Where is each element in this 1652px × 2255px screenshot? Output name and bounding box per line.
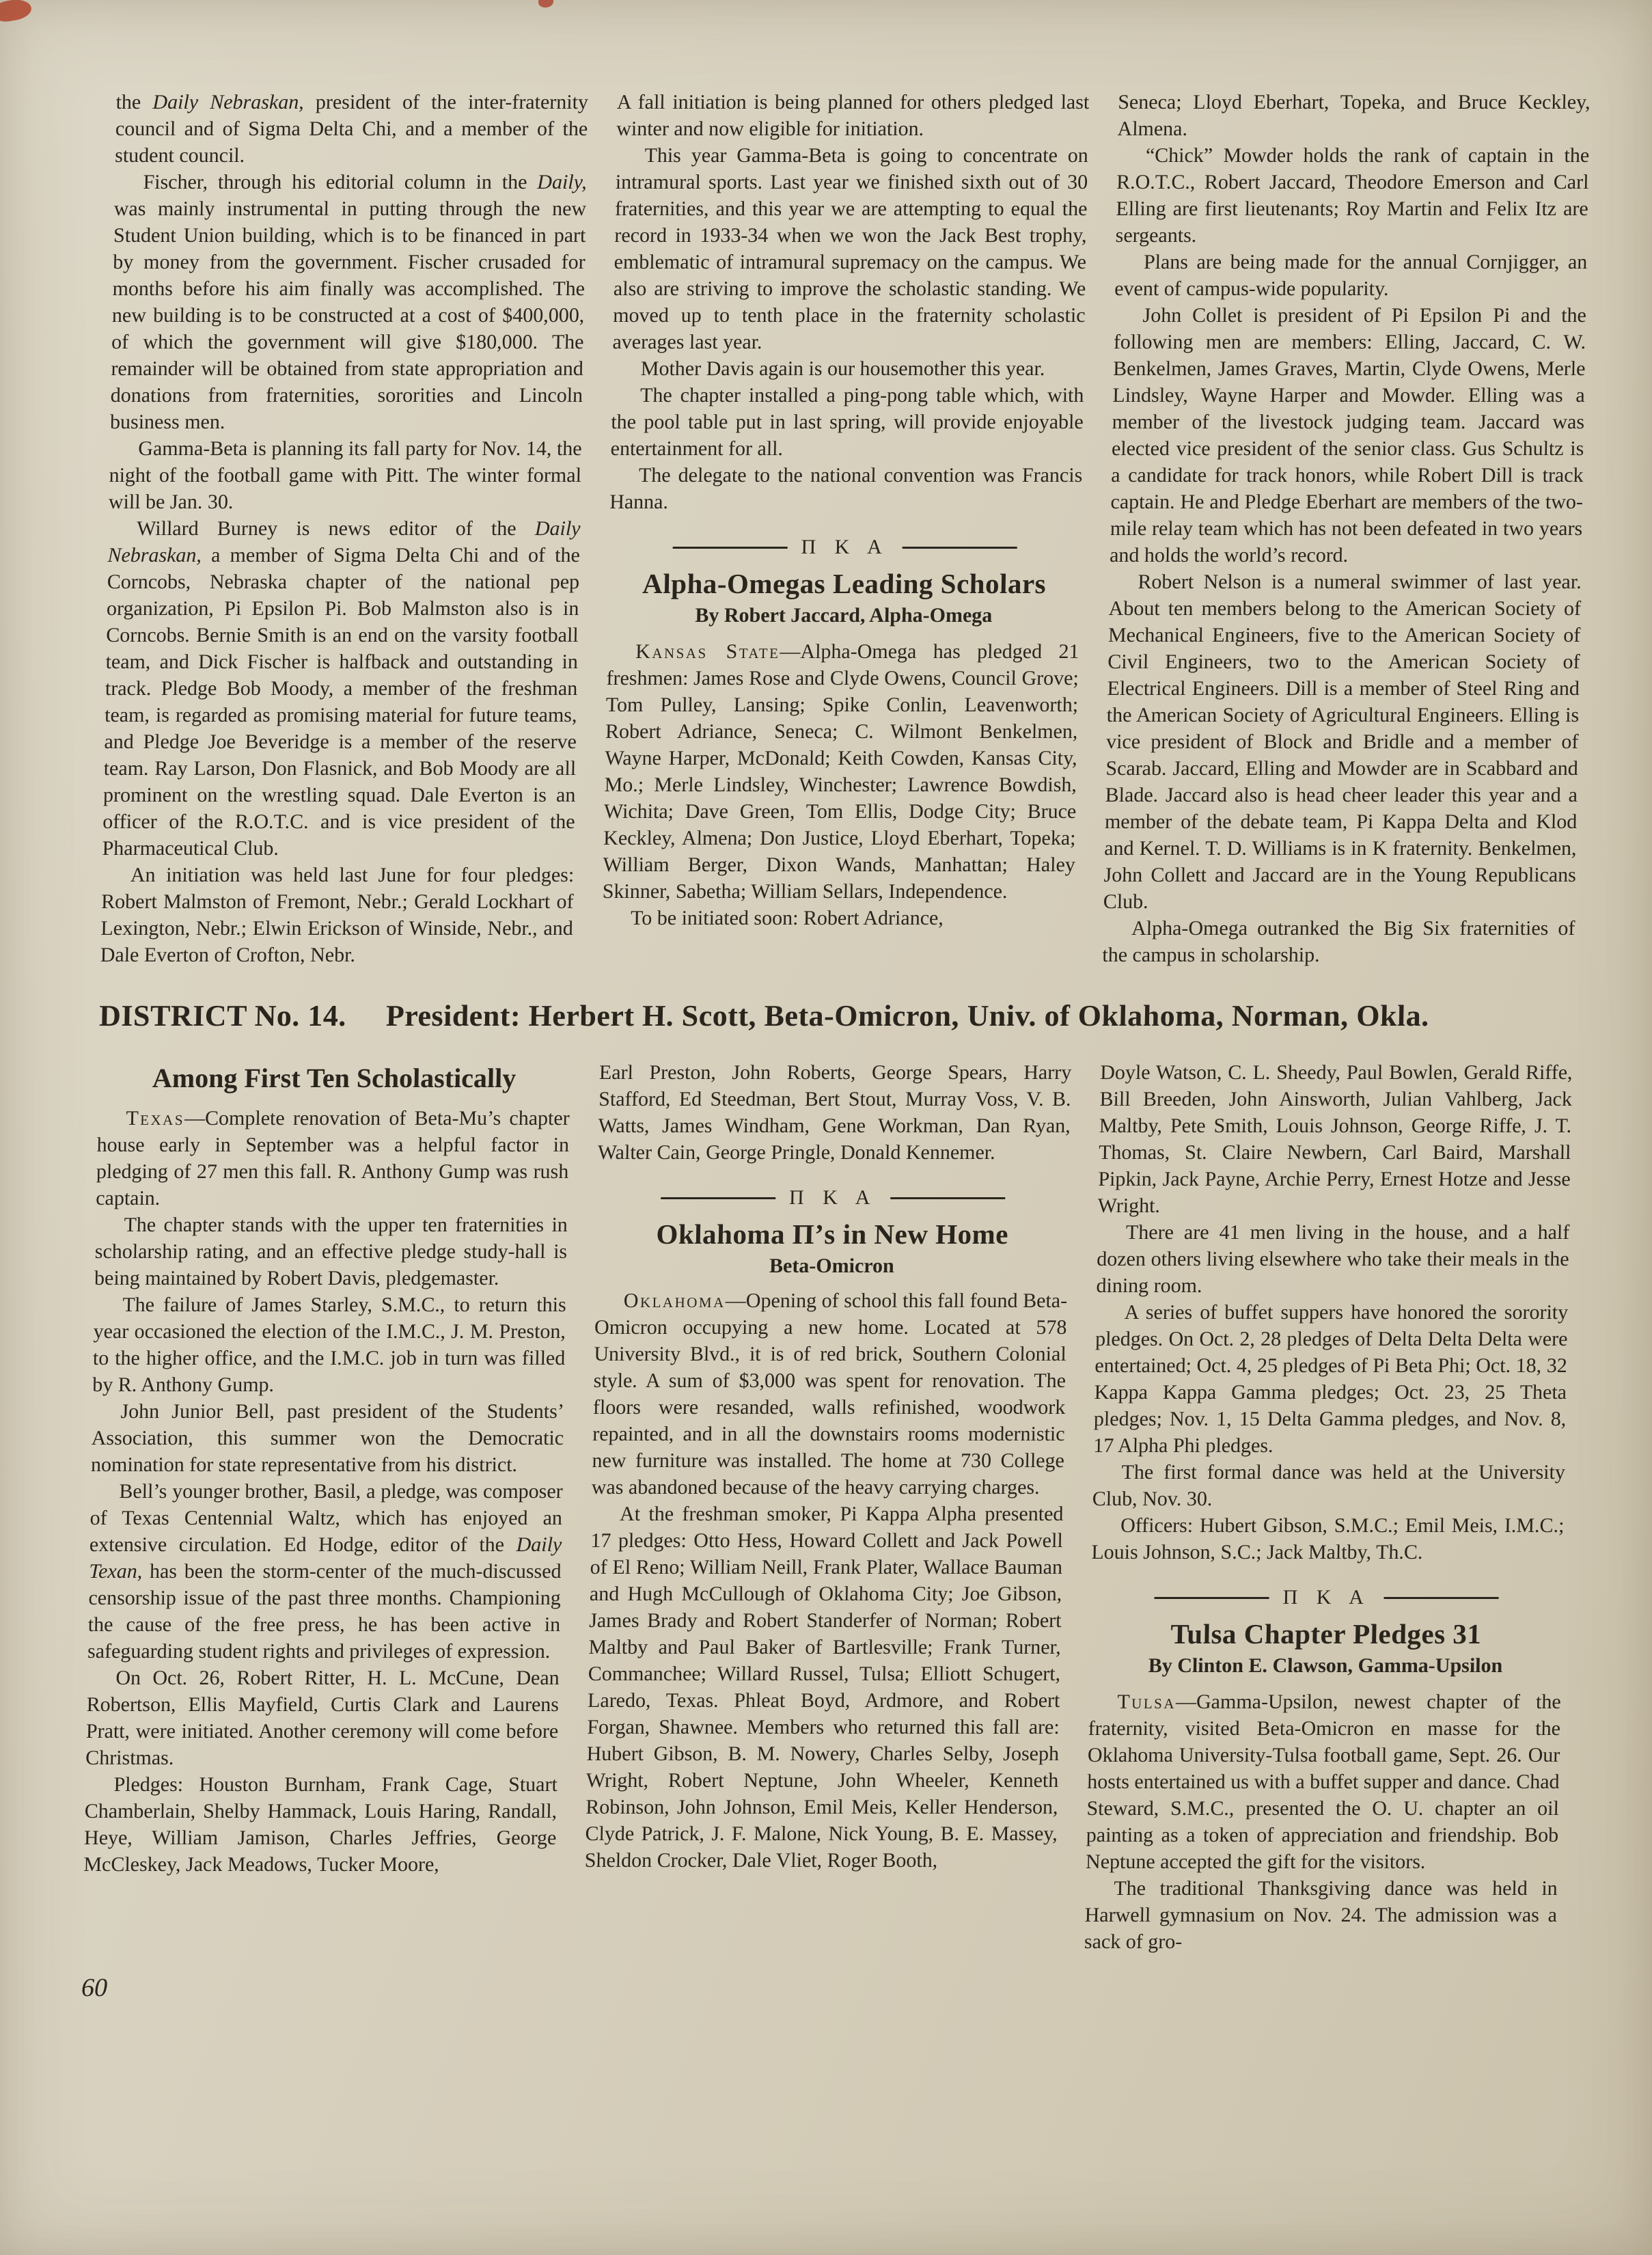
paragraph: A fall initiation is being planned for others pledged last winter and now eligible for initiation. <box>616 91 1090 140</box>
paragraph: Kansas State—Alpha-Omega has pledged 21 freshmen: James Rose and Clyde Owens, Council Grove; Tom Pulley, Lansing; Spike Conlin, Leavenworth; Robert Adriance, Seneca; C. Wilmont Benkelmen, Wayne Harper, McDonald; Keith Cowden, Kansas City, Mo.; Merle Lindsley, Winchester; Lawrence Bowdish, Wichita; Dave Green, Tom Ellis, Dodge City; Bruce Keckley, Almena; Don Justice, Lloyd Eberhart, Topeka; William Berger, Dixon Wands, Manhattan; Haley Skinner, Sabetha; William Sellars, Independence. <box>602 640 1079 903</box>
pka-section-divider <box>1090 1586 1563 1609</box>
article-title: Oklahoma Π’s in New Home <box>656 1218 1009 1250</box>
column-bottom-left <box>83 1059 570 1878</box>
paragraph: Oklahoma—Opening of school this fall found Beta-Omicron occupying a new home. Located at 578 University Blvd., it is of red brick, Southern Colonial style. A sum of $3,000 was spent for renovation. The floors were resanded, walls refinished, woodwork repainted, and in all the downstairs rooms modernistic new furniture was installed. The home at 730 College was abandoned because of the heavy carrying charges. <box>591 1289 1068 1499</box>
paragraph: There are 41 men living in the house, and a half dozen others living elsewhere who take their meals in the dining room. <box>1096 1221 1570 1297</box>
district-president: President: Herbert H. Scott, Beta-Omicron, Univ. of Oklahoma, Norman, Okla. <box>385 999 1430 1033</box>
district-header <box>99 998 1574 1033</box>
top-section <box>100 89 1591 968</box>
divider-rule <box>890 1197 1005 1199</box>
bottom-section <box>82 1059 1573 1955</box>
article-byline: By Robert Jaccard, Alpha-Omega <box>695 604 993 627</box>
article-body <box>584 1287 1067 1874</box>
paragraph: Texas—Complete renovation of Beta-Mu’s chapter house early in September was a helpful factor in pledging of 27 men this fall. R. Anthony Gump was rush captain. <box>95 1107 570 1210</box>
page-number: 60 <box>81 1973 108 2002</box>
paragraph: The traditional Thanksgiving dance was held in Harwell gymnasium on Nov. 24. The admission was a sack of gro- <box>1084 1877 1558 1953</box>
article-continuation <box>597 1059 1071 1166</box>
paragraph: An initiation was held last June for four pledges: Robert Malmston of Fremont, Nebr.; Gerald Lockhart of Lexington, Nebr.; Elwin Erickson of Winside, Nebr., and Dale Everton of Crofton, Nebr. <box>100 864 575 966</box>
pka-divider-label: Π K A <box>801 536 890 558</box>
pka-section-divider <box>596 1186 1069 1210</box>
paragraph: At the freshman smoker, Pi Kappa Alpha presented 17 pledges: Otto Hess, Howard Collett and Jack Powell of El Reno; William Neill, Frank Plater, Wallace Bauman and Hugh McCullough of Oklahoma City; Joe Gibson, James Brady and Robert Standerfer of Norman; Robert Maltby and Paul Baker of Bartlesville; Frank Turner, Commanchee; Willard Russel, Tulsa; Elliott Schugert, Laredo, Texas. Phleat Boyd, Ardmore, and Robert Forgan, Shawnee. Members who returned this fall are: Hubert Gibson, B. M. Nowery, Charles Selby, Joseph Wright, Robert Neptune, John Wheeler, Kenneth Robinson, John Johnson, Emil Meis, Keller Henderson, Clyde Patrick, J. F. Malone, Nick Young, B. E. Massey, Sheldon Crocker, Dale Vliet, Roger Booth, <box>584 1503 1064 1872</box>
paragraph: On Oct. 26, Robert Ritter, H. L. McCune, Dean Robertson, Ellis Mayfield, Curtis Clark and Laurens Pratt, were initiated. Another ceremony will come before Christmas. <box>85 1667 560 1769</box>
article-body <box>1084 1689 1561 1955</box>
divider-rule <box>903 547 1017 549</box>
paragraph: Gamma-Beta is planning its fall party for Nov. 14, the night of the football game with Pitt. The winter formal will be Jan. 30. <box>108 437 582 513</box>
article-title: Alpha-Omegas Leading Scholars <box>642 568 1047 599</box>
column-top-middle <box>602 89 1090 931</box>
paragraph: Plans are being made for the annual Cornjigger, an event of campus-wide popularity. <box>1114 251 1588 300</box>
article-continuation <box>1091 1059 1573 1566</box>
article-subtitle: Beta-Omicron <box>769 1255 895 1277</box>
paragraph: the Daily Nebraskan, president of the inter-fraternity council and of Sigma Delta Chi, and a member of the student council. <box>114 91 589 167</box>
article-body <box>602 638 1079 931</box>
divider-rule <box>1155 1597 1269 1599</box>
article-body <box>83 1105 570 1878</box>
column-top-left <box>100 89 588 968</box>
paragraph: The failure of James Starley, S.M.C., to return this year occasioned the election of the I.M.C., J. M. Preston, to the higher office, and the I.M.C. job in turn was filled by R. Anthony Gump. <box>92 1294 567 1396</box>
paragraph: Pledges: Houston Burnham, Frank Cage, Stuart Chamberlain, Shelby Hammack, Louis Haring, Randall, Heye, William Jamison, Charles Jeffries, George McCleskey, Jack Meadows, Tucker Moore, <box>83 1773 558 1876</box>
paragraph: Fischer, through his editorial column in the Daily, was mainly instrumental in putting through the new Student Union building, which is to be financed in part by money from the government. Fischer crusaded for months before his aim finally was accomplished. The new building is to be constructed at a cost of $400,000, of which the government will give $180,000. The remainder will be obtained from state appropriation and donations from fraternities, sororities and Lincoln business men. <box>109 171 588 433</box>
paragraph: Willard Burney is news editor of the Daily Nebraskan, a member of Sigma Delta Chi and of the Corncobs, Nebraska chapter of the national pep organization, Pi Epsilon Pi. Bob Malmston also is in Corncobs. Bernie Smith is an end on the varsity football team, and Dick Fischer is halfback and outstanding in track. Pledge Bob Moody, a member of the freshman team, is regarded as promising material for future teams, and Pledge Joe Beveridge is a member of the reserve team. Ray Larson, Don Flasnick, and Bob Moody are all prominent on the wrestling squad. Dale Everton is an officer of the R.O.T.C. and is vice president of the Pharmaceutical Club. <box>102 517 581 860</box>
paragraph: Doyle Watson, C. L. Sheedy, Paul Bowlen, Gerald Riffe, Bill Breeden, John Ainsworth, Julian Vahlberg, Jack Maltby, Pete Smith, Louis Johnson, George Riffe, J. T. Thomas, St. Claire Newbern, Carl Baird, Marshall Pipkin, Jack Payne, Archie Perry, Ernest Hotze and Jesse Wright. <box>1097 1061 1573 1217</box>
district-number: DISTRICT No. 14. <box>98 999 347 1033</box>
paragraph: Bell’s younger brother, Basil, a pledge, was composer of Texas Centennial Waltz, which has enjoyed an extensive circulation. Ed Hodge, editor of the Daily Texan, has been the storm-center of the much-discussed censorship issue of the past three months. Championing the cause of the free press, he has been active in safeguarding student rights and privileges of expression. <box>87 1480 564 1663</box>
paragraph: Seneca; Lloyd Eberhart, Topeka, and Bruce Keckley, Almena. <box>1117 91 1591 140</box>
paragraph: “Chick” Mowder holds the rank of captain in the R.O.T.C., Robert Jaccard, Theodore Emerson and Carl Elling are first lieutenants; Roy Martin and Felix Itz are sergeants. <box>1115 144 1590 247</box>
paragraph: Robert Nelson is a numeral swimmer of last year. About ten members belong to the American Society of Mechanical Engineers, five to the American Society of Civil Engineers, two to the American Society of Electrical Engineers. Dill is a member of Steel Ring and the American Society of Agricultural Engineers. Elling is vice president of Block and Bridle and a member of Scarab. Jaccard, Elling and Mowder are in Scabbard and Blade. Jaccard also is head cheer leader this year and a member of the debate team, Pi Kappa Delta and Klod and Kernel. T. D. Williams is in K fraternity. Benkelmen, John Collett and Jaccard are in the Young Republicans Club. <box>1103 571 1582 913</box>
paragraph: Earl Preston, John Roberts, George Spears, Harry Stafford, Ed Steedman, Bert Stout, Murray Voss, V. B. Watts, James Windham, Gene Workman, Dan Ryan, Walter Cain, George Pringle, Donald Kennemer. <box>597 1061 1072 1164</box>
paragraph: A series of buffet suppers have honored the sorority pledges. On Oct. 2, 28 pledges of Delta Delta Delta were entertained; Oct. 4, 25 pledges of Pi Beta Phi; Oct. 18, 32 Kappa Kappa Gamma pledges; Oct. 23, 25 Theta pledges; Nov. 1, 15 Delta Gamma pledges, and Nov. 8, 17 Alpha Phi pledges. <box>1092 1301 1569 1457</box>
article-title: Tulsa Chapter Pledges 31 <box>1170 1618 1482 1650</box>
article-byline: By Clinton E. Clawson, Gamma-Upsilon <box>1148 1654 1503 1677</box>
article-continuation <box>609 89 1090 515</box>
divider-rule <box>672 547 787 549</box>
column-bottom-middle <box>584 1059 1071 1874</box>
pka-section-divider <box>609 536 1082 559</box>
pka-divider-label: Π K A <box>788 1186 877 1209</box>
column-bottom-right <box>1084 1059 1573 1955</box>
scan-artifact-mark <box>0 0 33 23</box>
paragraph: John Junior Bell, past president of the Students’ Association, this summer won the Democratic nomination for state representative from his district. <box>90 1400 565 1476</box>
paragraph: The chapter stands with the upper ten fraternities in scholarship rating, and an effective pledge study-hall is being maintained by Robert Davis, pledgemaster. <box>94 1214 568 1289</box>
paragraph: Tulsa—Gamma-Upsilon, newest chapter of the fraternity, visited Beta-Omicron en masse for the Oklahoma University-Tulsa football game, Sept. 26. Our hosts entertained us with a buffet supper and dance. Chad Steward, S.M.C., presented the O. U. chapter an oil painting as a token of appreciation and friendship. Bob Neptune accepted the gift for the visitors. <box>1085 1691 1562 1873</box>
paragraph: John Collet is president of Pi Epsilon Pi and the following men are members: Elling, Jaccard, C. W. Benkelmen, James Graves, Martin, Clyde Owens, Merle Lindsley, Wayne Harper and Mowder. Elling was a member of the livestock judging team. Jaccard was elected vice president of the senior class. Gus Schultz is a candidate for track honors, while Robert Dill is track captain. He and Pledge Eberhart are members of the two-mile relay team which has not been defeated in two years and holds the world’s record. <box>1109 304 1587 566</box>
page-content <box>81 89 1591 2003</box>
divider-rule <box>661 1197 775 1199</box>
scan-artifact-mark <box>538 0 553 8</box>
paragraph: Officers: Hubert Gibson, S.M.C.; Emil Meis, I.M.C.; Louis Johnson, S.C.; Jack Maltby, Th.C. <box>1091 1514 1565 1563</box>
paragraph: The chapter installed a ping-pong table which, with the pool table put in last spring, will provide enjoyable entertainment for all. <box>610 384 1084 460</box>
divider-rule <box>1384 1597 1499 1599</box>
paragraph: The first formal dance was held at the University Club, Nov. 30. <box>1092 1461 1566 1510</box>
paragraph: Mother Davis again is our housemother this year. <box>640 357 1045 380</box>
paragraph: The delegate to the national convention was Francis Hanna. <box>609 464 1083 513</box>
paragraph: Alpha-Omega outranked the Big Six fraternities of the campus in scholarship. <box>1102 917 1575 966</box>
article-title: Among First Ten Scholastically <box>152 1063 517 1093</box>
paragraph: This year Gamma-Beta is going to concentrate on intramural sports. Last year we finished sixth out of 30 fraternities, and this year we are attempting to equal the record in 1933-34 when we won the Jack Best trophy, emblematic of intramural supremacy on the campus. We also are striving to improve the scholastic standing. We moved up to tenth place in the fraternity scholastic averages last year. <box>612 144 1089 353</box>
column-top-right <box>1102 89 1591 968</box>
pka-divider-label: Π K A <box>1282 1586 1371 1609</box>
paragraph: To be initiated soon: Robert Adriance, <box>630 907 944 929</box>
